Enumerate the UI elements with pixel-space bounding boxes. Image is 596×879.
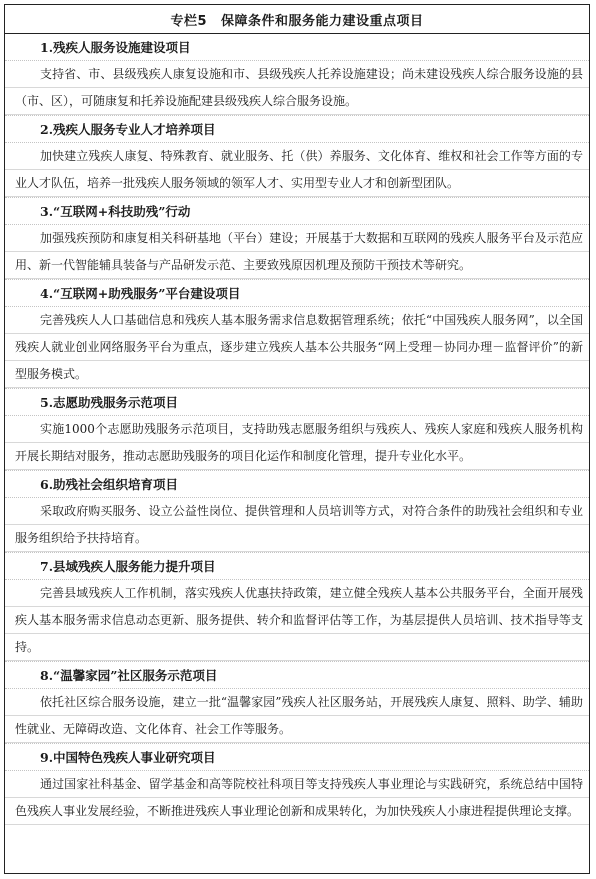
section-body: 依托社区综合服务设施，建立一批“温馨家园”残疾人社区服务站，开展残疾人康复、照料、助学、辅助性就业、无障碍改造、文化体育、社会工作等服务。 <box>5 689 589 744</box>
section-heading: 8.“温馨家园”社区服务示范项目 <box>5 662 589 689</box>
section-heading: 2.残疾人服务专业人才培养项目 <box>5 116 589 143</box>
section-3 <box>5 198 589 280</box>
box-title-text: 保障条件和服务能力建设重点项目 <box>221 13 424 29</box>
section-6 <box>5 471 589 553</box>
section-1 <box>5 34 589 116</box>
section-7 <box>5 553 589 662</box>
section-body: 采取政府购买服务、设立公益性岗位、提供管理和人员培训等方式，对符合条件的助残社会组织和专业服务组织给予扶持培育。 <box>5 498 589 553</box>
project-box <box>4 4 590 874</box>
box-number: 专栏5 <box>170 13 208 29</box>
section-body: 加强残疾预防和康复相关科研基地（平台）建设；开展基于大数据和互联网的残疾人服务平台及示范应用、新一代智能辅具装备与产品研发示范、主要致残原因机理及预防干预技术等研究。 <box>5 225 589 280</box>
section-body: 支持省、市、县级残疾人康复设施和市、县级残疾人托养设施建设；尚未建设残疾人综合服务设施的县（市、区），可随康复和托养设施配建县级残疾人综合服务设施。 <box>5 61 589 116</box>
section-body: 加快建立残疾人康复、特殊教育、就业服务、托（供）养服务、文化体育、维权和社会工作等方面的专业人才队伍，培养一批残疾人服务领域的领军人才、实用型专业人才和创新型团队。 <box>5 143 589 198</box>
section-body: 完善县域残疾人工作机制，落实残疾人优惠扶持政策，建立健全残疾人基本公共服务平台，全面开展残疾人基本服务需求信息动态更新、服务提供、转介和监督评估等工作，为基层提供人员培训、技术指导等支持。 <box>5 580 589 662</box>
section-heading: 7.县域残疾人服务能力提升项目 <box>5 553 589 580</box>
section-heading: 4.“互联网+助残服务”平台建设项目 <box>5 280 589 307</box>
section-4 <box>5 280 589 389</box>
section-heading: 3.“互联网+科技助残”行动 <box>5 198 589 225</box>
section-5 <box>5 389 589 471</box>
section-8 <box>5 662 589 744</box>
section-body: 完善残疾人人口基础信息和残疾人基本服务需求信息数据管理系统；依托“中国残疾人服务网”，以全国残疾人就业创业网络服务平台为重点，逐步建立残疾人基本公共服务“网上受理－协同办理－监督评价”的新型服务模式。 <box>5 307 589 389</box>
section-heading: 9.中国特色残疾人事业研究项目 <box>5 744 589 771</box>
section-body: 通过国家社科基金、留学基金和高等院校社科项目等支持残疾人事业理论与实践研究，系统总结中国特色残疾人事业发展经验，不断推进残疾人事业理论创新和成果转化，为加快残疾人小康进程提供理论支撑。 <box>5 771 589 825</box>
box-title <box>5 5 589 34</box>
section-heading: 5.志愿助残服务示范项目 <box>5 389 589 416</box>
section-2 <box>5 116 589 198</box>
section-body: 实施1000个志愿助残服务示范项目，支持助残志愿服务组织与残疾人、残疾人家庭和残疾人服务机构开展长期结对服务，推动志愿助残服务的项目化运作和制度化管理，提升专业化水平。 <box>5 416 589 471</box>
section-heading: 1.残疾人服务设施建设项目 <box>5 34 589 61</box>
section-9 <box>5 744 589 825</box>
section-heading: 6.助残社会组织培育项目 <box>5 471 589 498</box>
